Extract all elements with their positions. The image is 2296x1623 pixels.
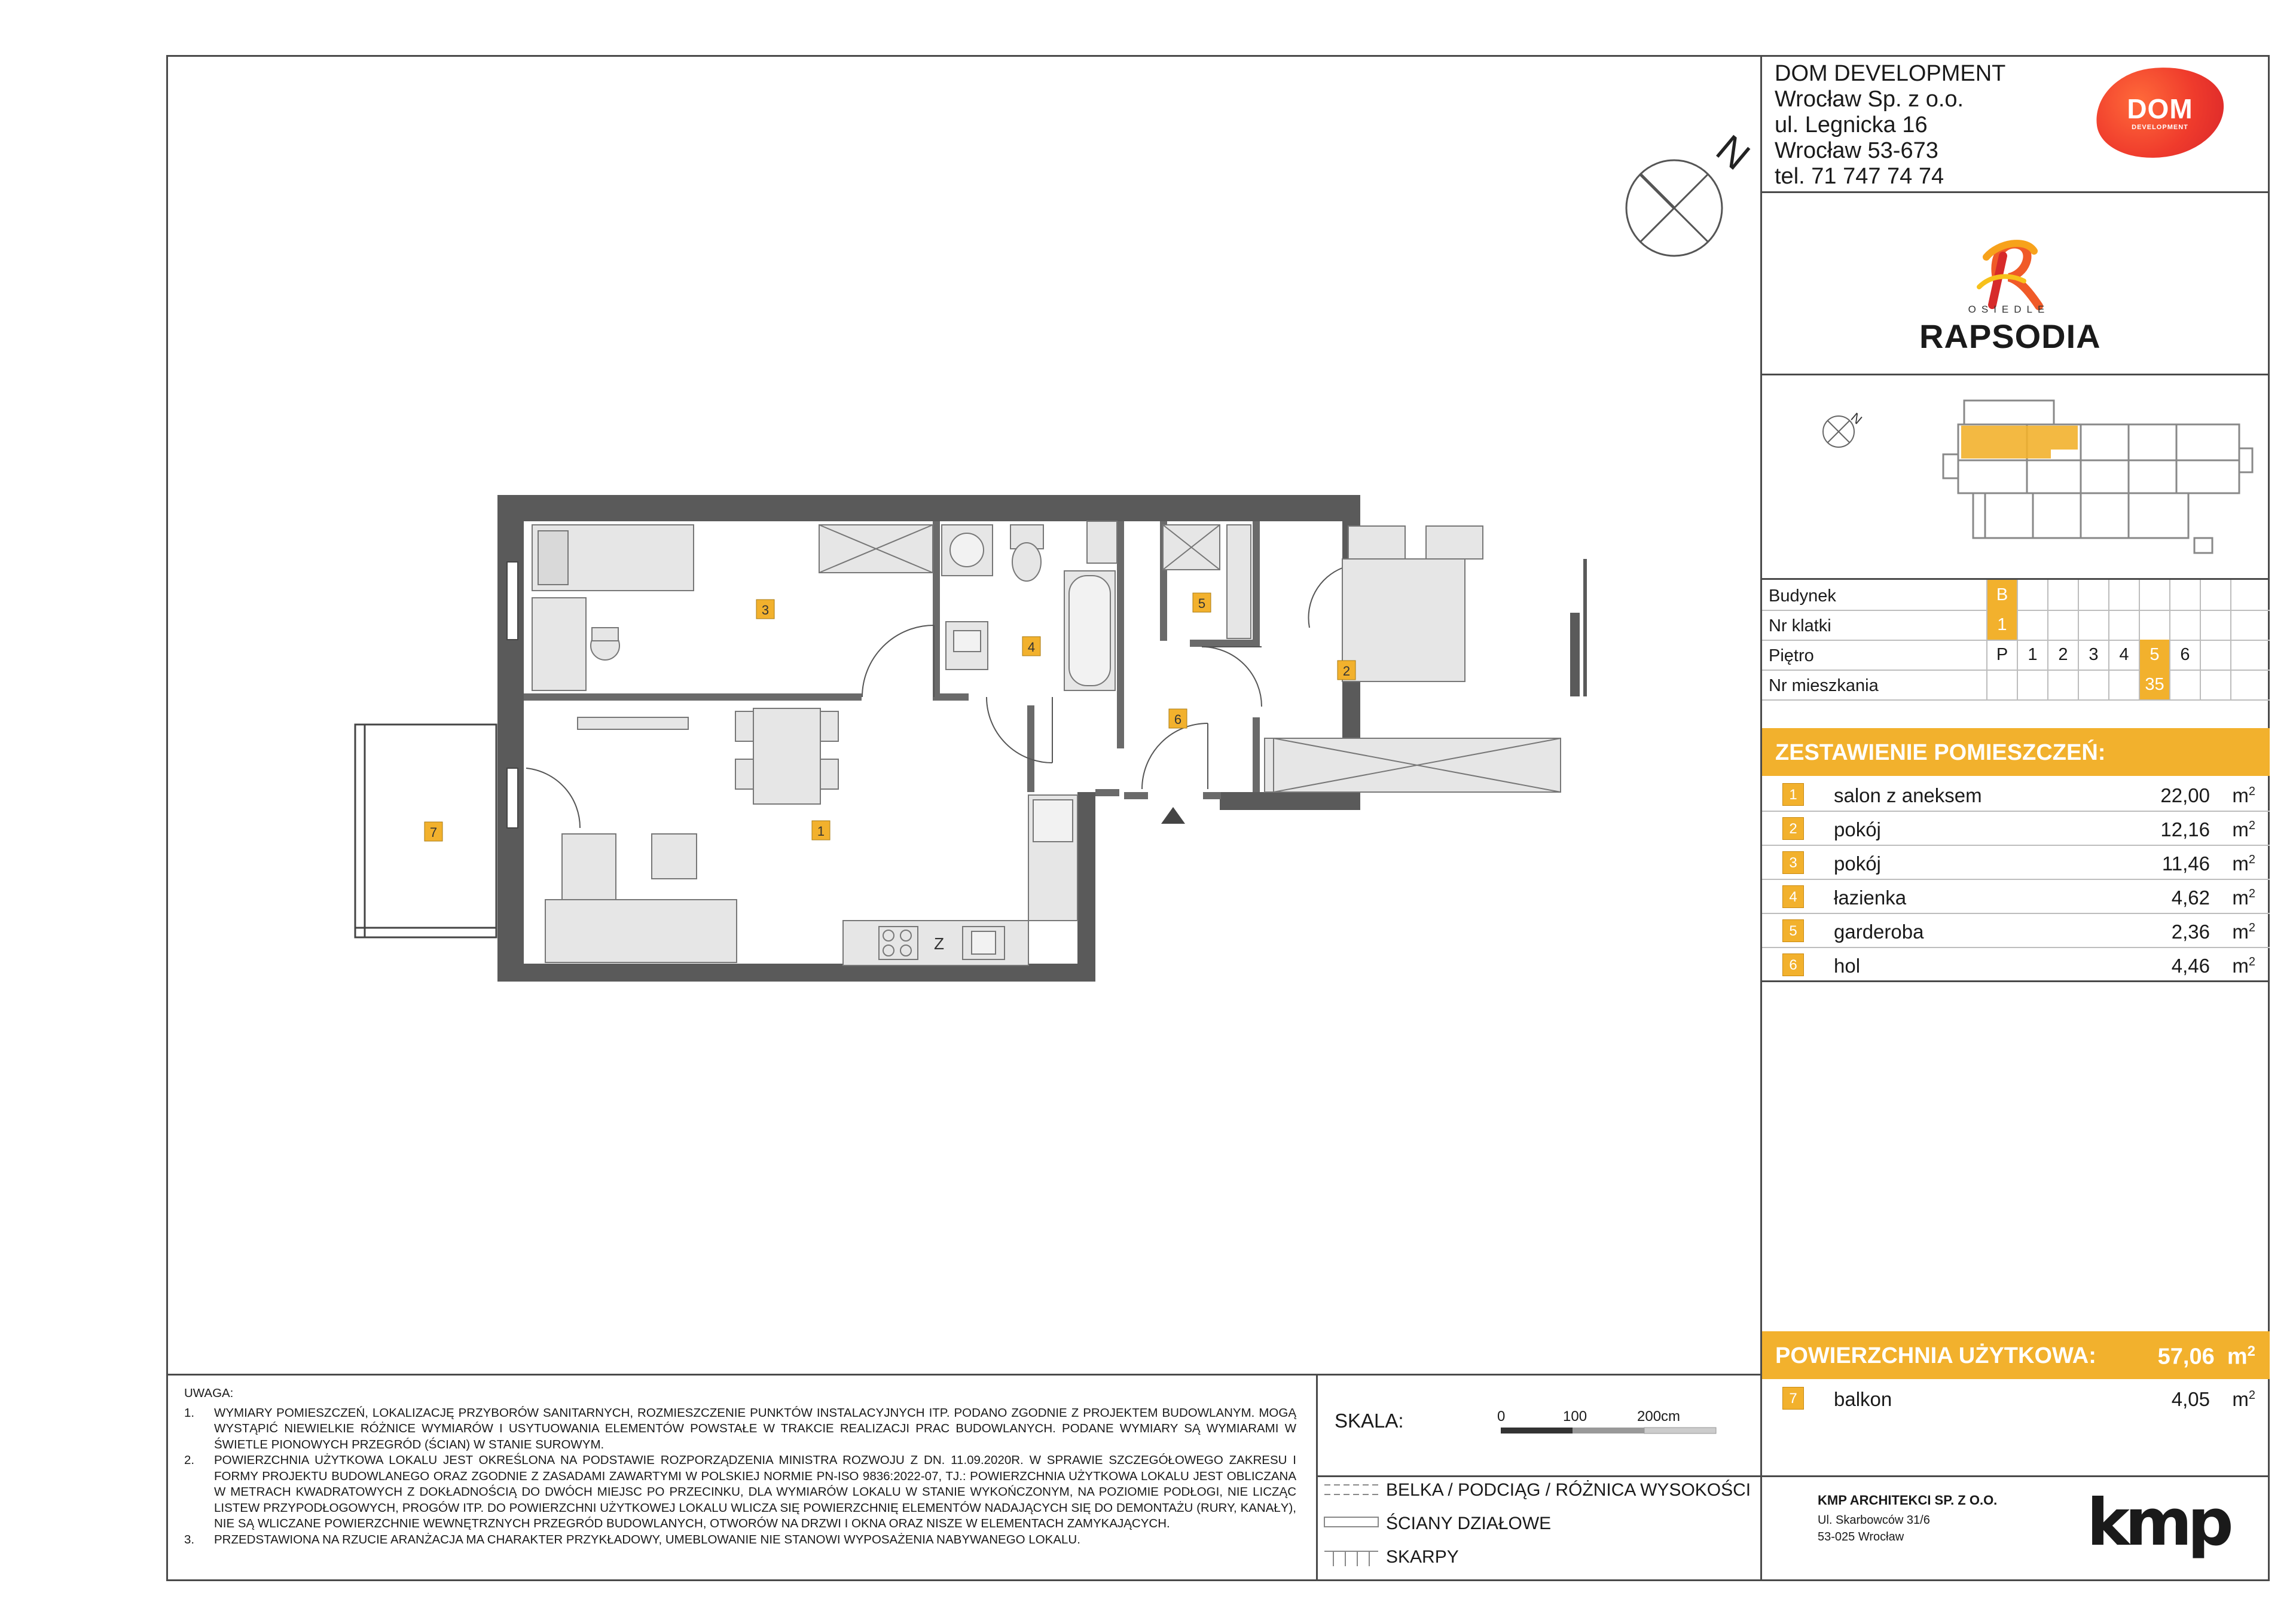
project-logo-name: RAPSODIA [1919, 317, 2101, 355]
grid-cell: 3 [2078, 640, 2108, 670]
balcony-unit: $m^2$ [2232, 1388, 2255, 1410]
grid-cell [2108, 610, 2139, 640]
svg-text:N: N [1848, 409, 1866, 427]
grid-cell: 6 [2169, 640, 2200, 670]
room-area: 4,46 [2171, 955, 2210, 977]
room-num-badge: 5 [1782, 919, 1804, 942]
grid-cell [2230, 580, 2261, 610]
grid-cell [2078, 610, 2108, 640]
room-badge-3 [756, 600, 774, 619]
company-phone: tel. 71 747 74 74 [1775, 164, 1944, 189]
legend-symbols [1324, 1485, 1378, 1566]
scale-tick: 0 [1497, 1408, 1506, 1425]
balcony-area: 4,05 [2171, 1388, 2210, 1410]
room-num-badge: 3 [1782, 851, 1804, 874]
grid-cell [2108, 580, 2139, 610]
room-badge-2 [1338, 661, 1355, 680]
balcony-name: balkon [1834, 1388, 1892, 1410]
svg-text:3: 3 [761, 603, 770, 618]
panel-divider [1762, 191, 2270, 193]
scale-tick: 200cm [1637, 1408, 1681, 1425]
grid-cell [2200, 610, 2230, 640]
dom-development-logo [2096, 68, 2224, 160]
svg-text:5: 5 [1198, 596, 1206, 611]
grid-cell [2139, 610, 2169, 640]
note-item: 3. PRZEDSTAWIONA NA RZUCIE ARANŻACJA MA CHARAKTER PRZYKŁADOWY, UMEBLOWANIE NIE STANOWI WYPOSAŻENIA NABYWANEGO LOKALU. [184, 1532, 1080, 1546]
company-name: DOM DEVELOPMENT [1775, 61, 2006, 86]
room-name: łazienka [1834, 887, 1907, 909]
room-name: garderoba [1834, 921, 1924, 943]
room-area: 4,62 [2171, 887, 2210, 909]
room-row [1762, 811, 2270, 846]
room-area: 12,16 [2160, 818, 2210, 840]
grid-cell [2017, 670, 2047, 699]
grid-cell [2078, 670, 2108, 699]
total-area-bar [1762, 1331, 2270, 1379]
grid-cell [2200, 580, 2230, 610]
notes [184, 1386, 1296, 1548]
grid-cell: P [1986, 640, 2017, 670]
svg-text:4: 4 [1027, 640, 1036, 655]
svg-text:1: 1 [817, 824, 825, 839]
room-badge-7 [425, 822, 442, 841]
room-unit: $m^2$ [2232, 921, 2255, 943]
grid-cell: 4 [2108, 640, 2139, 670]
grid-cell [2047, 610, 2078, 640]
grid-cell [2200, 640, 2230, 670]
notes-heading: UWAGA: [184, 1386, 234, 1400]
room-num-badge: 2 [1782, 817, 1804, 840]
room-badge-1 [812, 821, 830, 840]
room-unit: $m^2$ [2232, 784, 2255, 806]
compass-letter: N [1708, 126, 1758, 179]
grid-cell [2017, 580, 2047, 610]
architect-address: 53-025 Wrocław [1818, 1530, 1904, 1543]
rooms-header [1762, 728, 2270, 776]
room-row [1762, 777, 2270, 812]
room-num-badge: 1 [1782, 783, 1804, 806]
room-row [1762, 879, 2270, 914]
grid-cell [2047, 670, 2078, 699]
grid-cell [2230, 640, 2261, 670]
total-area-label: POWIERZCHNIA UŻYTKOWA: [1775, 1343, 2096, 1368]
fridge-label: Z [934, 934, 945, 953]
grid-cell: B [1986, 580, 2017, 610]
grid-cell [2200, 670, 2230, 699]
room-badge-6 [1169, 709, 1187, 728]
room-name: hol [1834, 955, 1861, 977]
grid-cell [2169, 580, 2200, 610]
panel-divider [1762, 980, 2270, 982]
grid-cell [2047, 580, 2078, 610]
room-row [1762, 913, 2270, 948]
grid-cell: 5 [2139, 640, 2169, 670]
svg-text:2: 2 [1342, 664, 1351, 678]
grid-label-floor: Piętro [1769, 646, 1814, 665]
company-line: Wrocław Sp. z o.o. [1775, 87, 1964, 112]
room-num-badge: 4 [1782, 885, 1804, 908]
room-area: 2,36 [2171, 921, 2210, 943]
room-unit: $m^2$ [2232, 818, 2255, 840]
note-item: 2. POWIERZCHNIA UŻYTKOWA LOKALU JEST OKREŚLONA NA PODSTAWIE ROZPORZĄDZENIA MINISTRA ROZWOJU Z DN. 11.09.2020R. W SPRAWIE SZCZEGÓŁOWEGO ZAKRESU I FORMY PROJEKTU BUDOWLANEGO ORAZ ZGODNIE Z ZASADAMI ZAWARTYMI W POLSKIEJ NORMIE PN-ISO 9836:2022-07, TJ.: POWIERZCHNIA UŻYTKOWA LOKALU JEST OBLICZANA W METRACH KWADRATOWYCH Z DOKŁADNOŚCIĄ DO DWÓCH MIEJSC PO PRZECINKU, DLA WYMIARÓW LOKALU W STANIE WYKOŃCZONYM, NA POZIOMIE PODŁOGI, NIE LICZĄC LISTEW PRZYPODŁOGOWYCH, PROGÓW ITP. DO POWIERZCHNI UŻYTKOWEJ LOKALU WLICZA SIĘ POWIERZCHNIĘ ELEMENTÓW NADAJĄCYCH SIĘ DO DEMONTAŻU (RURY, KANAŁY), NIE SĄ WLICZANE POWIERZCHNIE WEWNĘTRZNYCH PRZEGRÓD BUDOWLANYCH, OTWORÓW NA DRZWI I OKNA ORAZ NISZE W ELEMENTACH ZAMYKAJĄCYCH. [184, 1453, 1296, 1530]
grid-cell: 35 [2139, 670, 2169, 699]
room-name: salon z aneksem [1834, 784, 1982, 806]
room-unit: $m^2$ [2232, 955, 2255, 977]
grid-cell: 1 [2017, 640, 2047, 670]
grid-cell [2169, 670, 2200, 699]
developer-address [1775, 61, 2005, 189]
company-line: Wrocław 53-673 [1775, 138, 1938, 163]
scale-tick: 100 [1563, 1408, 1587, 1425]
grid-cell: 1 [1986, 610, 2017, 640]
note-item: 1. WYMIARY POMIESZCZEŃ, LOKALIZACJĘ PRZYBORÓW SANITARNYCH, ROZMIESZCZENIE PUNKTÓW INSTALACYJNYCH ITP. PODANO ZGODNIE Z PROJEKTEM BUDOWLANYM. MOGĄ WYSTĄPIĆ NIEWIELKIE RÓŻNICE WYMIARÓW I USYTUOWANIA ELEMENTÓW POWSTAŁE W TRAKCIE REALIZACJI PRAC BUDOWLANYCH. PODANE WYMIARY SĄ WYMIARAMI W ŚWIETLE PIONOWYCH PRZEGRÓD (ŚCIAN) W STANIE SUROWYM. [184, 1405, 1296, 1451]
grid-label-apartment: Nr mieszkania [1769, 676, 1879, 695]
room-row [1762, 947, 2270, 982]
room-num-badge: 6 [1782, 953, 1804, 976]
total-area-value: 57,06 $m^2$ [2157, 1343, 2255, 1370]
grid-cell [2017, 610, 2047, 640]
architect-name: KMP ARCHITEKCI SP. Z O.O. [1818, 1493, 1998, 1508]
entrance-arrow-icon [1161, 807, 1185, 824]
room-unit: $m^2$ [2232, 852, 2255, 875]
dom-logo-sub: DEVELOPMENT [2132, 124, 2188, 131]
legend-divider [1318, 1475, 1763, 1477]
grid-cell [2169, 610, 2200, 640]
legend-beam: BELKA / PODCIĄG / RÓŻNICA WYSOKOŚCI [1386, 1480, 1751, 1500]
grid-cell [2139, 580, 2169, 610]
room-area: 11,46 [2161, 852, 2210, 875]
panel-divider [1762, 1475, 2270, 1477]
grid-label-staircase: Nr klatki [1769, 616, 1831, 635]
svg-text:7: 7 [429, 825, 438, 840]
room-name: pokój [1834, 818, 1881, 840]
grid-label-building: Budynek [1769, 586, 1836, 606]
balcony-row [1762, 1381, 2270, 1416]
grid-line [1762, 699, 2270, 701]
company-line: ul. Legnicka 16 [1775, 112, 1928, 137]
grid-cell [1986, 670, 2017, 699]
grid-cell [2230, 610, 2261, 640]
room-badge-4 [1022, 637, 1040, 656]
grid-cell: 2 [2047, 640, 2078, 670]
grid-cell [2078, 580, 2108, 610]
project-logo-sub: OSIEDLE [1968, 304, 2050, 315]
balcony-num-badge: 7 [1782, 1387, 1804, 1410]
scale-label: SKALA: [1335, 1410, 1404, 1432]
kmp-logo: kmp [2087, 1486, 2229, 1560]
compass-icon [1626, 160, 1722, 256]
architect-address: Ul. Skarbowców 31/6 [1818, 1514, 1930, 1527]
room-badge-5 [1193, 593, 1211, 612]
grid-cell [2108, 670, 2139, 699]
scale-bar [1501, 1428, 1716, 1434]
legend-partition-walls: ŚCIANY DZIAŁOWE [1386, 1514, 1552, 1533]
room-row [1762, 845, 2270, 880]
dom-logo-main: DOM [2127, 93, 2193, 124]
panel-divider [1762, 374, 2270, 375]
room-name: pokój [1834, 852, 1881, 875]
svg-text:6: 6 [1174, 712, 1182, 727]
room-unit: $m^2$ [2232, 887, 2255, 909]
legend-slopes: SKARPY [1386, 1547, 1459, 1567]
rooms-header-label: ZESTAWIENIE POMIESZCZEŃ: [1775, 740, 2106, 765]
room-area: 22,00 [2160, 784, 2210, 806]
grid-cell [2230, 670, 2261, 699]
building-key-plan [1770, 383, 2260, 568]
